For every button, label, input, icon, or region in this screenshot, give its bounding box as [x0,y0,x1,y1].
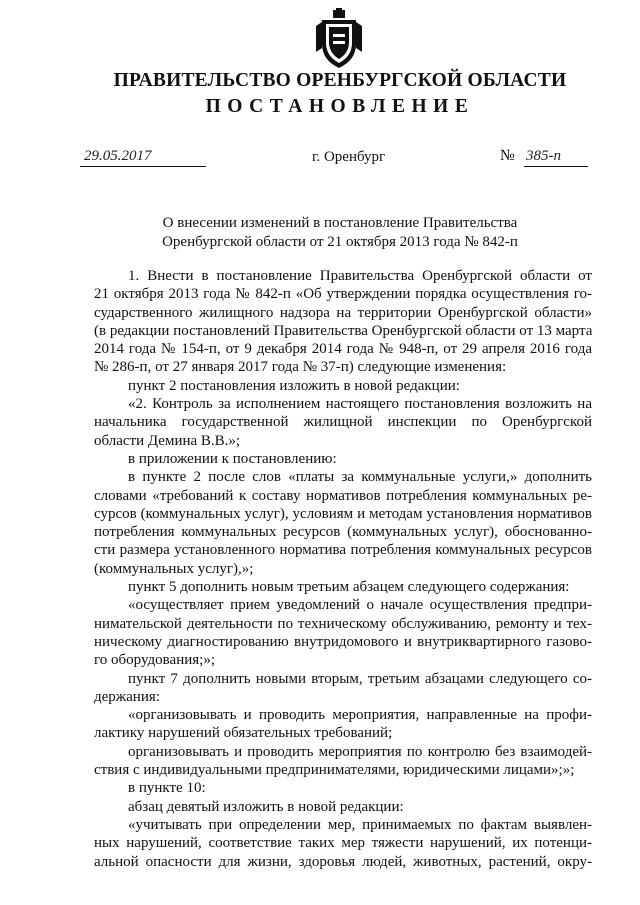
document-number: 385-п [526,148,561,164]
document-body [94,267,592,871]
coat-of-arms-icon [316,8,362,70]
document-type: ПОСТАНОВЛЕНИЕ [205,96,475,117]
body-line: абзац девятый изложить в новой редакции: [128,798,404,815]
body-line: пункт 7 дополнить новыми вторым, третьим абзацами следующего со- [128,670,592,687]
body-line: держания: [94,688,160,705]
body-line: 2014 года № 154-п, от 9 декабря 2014 года № 948-п, от 29 апреля 2016 года [94,341,592,358]
body-line: альной опасности для жизни, здоровья людей, животных, растений, окру- [94,853,592,870]
body-line: сурсов (коммунальных услуг), условиям и методам установления нормативов [94,505,592,522]
body-line: «2. Контроль за исполнением настоящего постановления возложить на [128,396,592,413]
body-line: 21 октября 2013 года № 842-п «Об утверждении порядка осуществления го- [94,286,592,303]
body-line: организовывать и проводить мероприятия по контролю без взаимодей- [128,743,592,760]
body-line: лактику нарушений обязательных требований; [94,725,393,742]
body-line: го оборудования;»; [94,652,215,669]
body-line: «учитывать при определении мер, принимаемых по фактам выявлен- [128,816,592,833]
body-line: словами «требований к составу нормативов потребления коммунальных ре- [94,487,592,504]
body-line: начальника государственной жилищной инспекции по Оренбургской [94,414,592,431]
body-line: пункт 2 постановления изложить в новой редакции: [128,377,460,394]
body-line: ническому диагностированию внутридомового и внутриквартирного газово- [94,633,592,650]
body-line: в пункте 2 после слов «платы за коммунальные услуги,» дополнить [128,469,592,486]
city: г. Оренбург [312,149,386,165]
body-line: нимательской деятельности по техническому обслуживанию, ремонту и тех- [94,615,592,632]
number-field [524,150,588,167]
subject-line: О внесении изменений в постановление Правительства [162,215,518,231]
body-line: сти размера установленного норматива потребления коммунальных ресурсов [94,542,592,559]
document-date: 29.05.2017 [84,148,152,164]
body-line: (в редакции постановлений Правительства Оренбургской области от 13 марта [94,322,593,339]
body-line: 1. Внести в постановление Правительства Оренбургской области от [128,268,592,284]
body-line: ствия с индивидуальными предпринимателями, юридическими лицами»;»; [94,762,575,779]
body-line: ных нарушений, соответствие таких мер тяжести нарушений, их потенци- [94,835,592,852]
government-title: ПРАВИТЕЛЬСТВО ОРЕНБУРГСКОЙ ОБЛАСТИ [113,70,567,91]
body-line: области Демина В.В.»; [94,432,241,449]
body-line: в приложении к постановлению: [128,450,337,467]
body-line: (коммунальных услуг),»; [94,560,254,577]
number-label: № [500,147,515,164]
date-field [80,150,206,167]
body-line: «осуществляет прием уведомлений о начале осуществления предпри- [128,597,592,614]
body-line: № 286-п, от 27 января 2017 года № 37-п) следующие изменения: [94,359,507,376]
document-subject [100,214,580,252]
body-line: потребления коммунальных ресурсов (коммунальных услуг), обоснованно- [94,524,592,541]
body-line: «организовывать и проводить мероприятия, направленные на профи- [128,707,592,724]
body-line: сударственного жилищного надзора на территории Оренбургской области» [94,304,592,321]
body-line: пункт 5 дополнить новым третьим абзацем следующего содержания: [128,579,570,596]
body-line: в пункте 10: [128,780,206,797]
subject-line: Оренбургской области от 21 октября 2013 года № 842-п [162,234,518,250]
